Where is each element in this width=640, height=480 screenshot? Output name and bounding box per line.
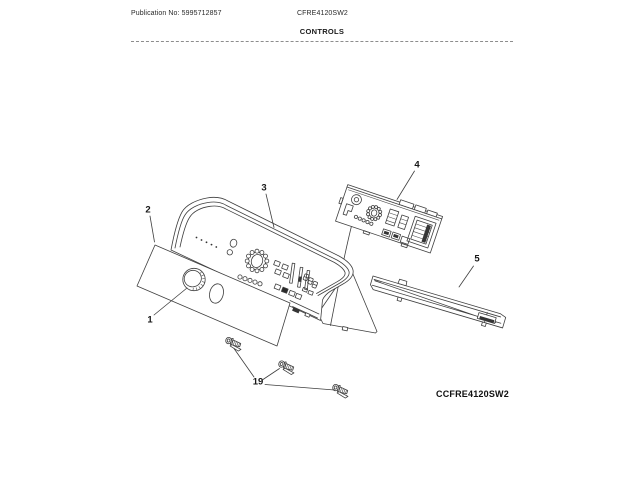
callout-3: 3 xyxy=(261,182,267,194)
screw xyxy=(224,336,244,351)
callout-1: 1 xyxy=(147,314,153,326)
screw xyxy=(331,383,351,398)
diagram-code: CCFRE4120SW2 xyxy=(436,389,509,399)
model-number: CFRE4120SW2 xyxy=(297,10,348,17)
callout-5: 5 xyxy=(474,253,480,265)
screw xyxy=(277,360,297,375)
callout-4: 4 xyxy=(414,159,420,171)
rear-bracket xyxy=(368,272,507,332)
section-title: CONTROLS xyxy=(299,27,345,36)
callout-2: 2 xyxy=(145,204,151,216)
callout-19: 19 xyxy=(252,376,264,388)
publication-number: Publication No: 5995712857 xyxy=(131,10,222,17)
control-board xyxy=(332,181,443,255)
